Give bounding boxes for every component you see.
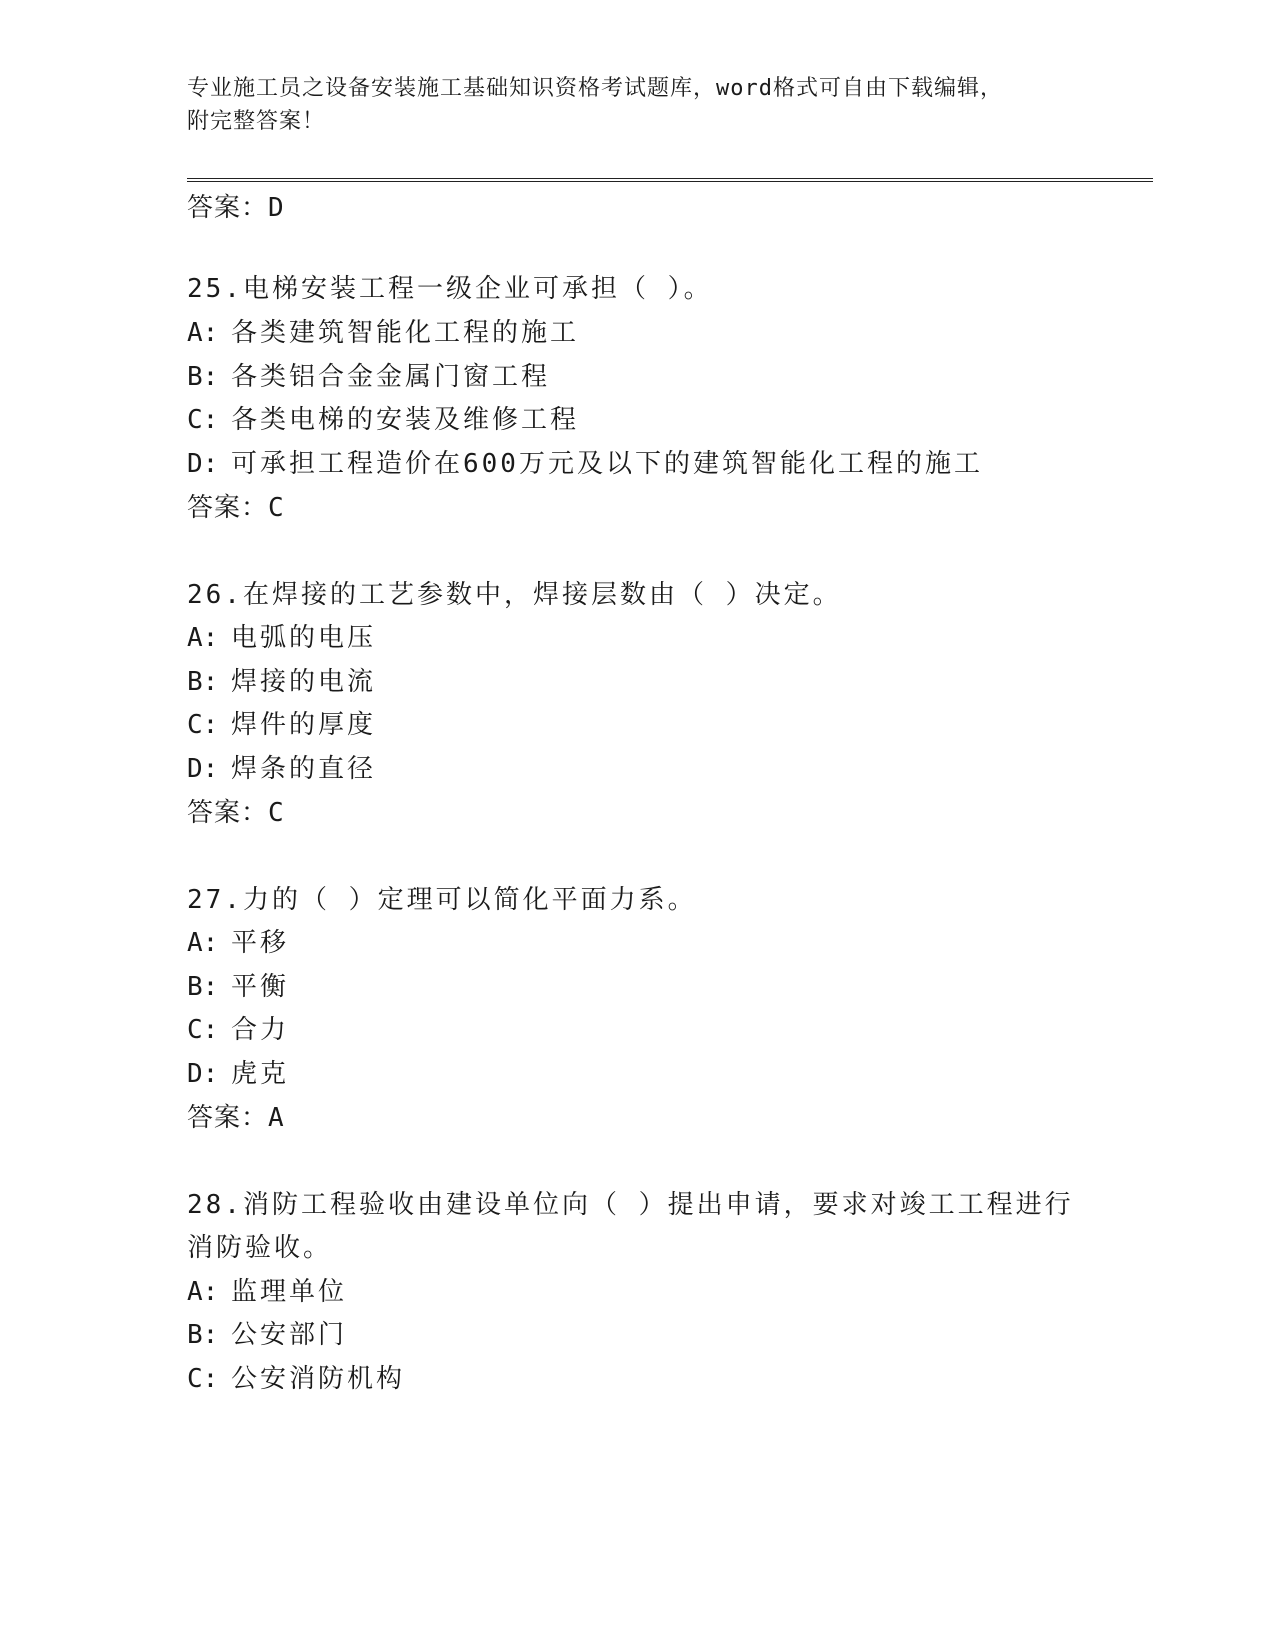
option-c xyxy=(187,402,579,438)
option-text: 各类建筑智能化工程的施工 xyxy=(231,318,580,348)
answer-line: 答案：C xyxy=(187,493,285,523)
option-text: 可承担工程造价在600万元及以下的建筑智能化工程的施工 xyxy=(231,449,983,479)
option-b xyxy=(187,359,550,395)
option-text: 合力 xyxy=(231,1015,290,1045)
option-text: 公安消防机构 xyxy=(231,1364,406,1394)
question-stem-continued: 消防验收。 xyxy=(187,1233,333,1263)
option-text: 平移 xyxy=(231,928,290,958)
option-text: 焊条的直径 xyxy=(231,754,377,784)
header-line-2: 附完整答案！ xyxy=(187,109,326,134)
option-a xyxy=(187,1274,347,1310)
page-header xyxy=(187,72,1067,138)
answer-line: 答案：C xyxy=(187,798,285,828)
option-label: B: xyxy=(187,1320,219,1350)
option-label: A: xyxy=(187,318,219,348)
header-divider xyxy=(187,178,1153,182)
option-label: C: xyxy=(187,710,219,740)
option-label: B: xyxy=(187,667,219,697)
question-stem: 26.在焊接的工艺参数中，焊接层数由（ ）决定。 xyxy=(187,580,842,610)
option-label: C: xyxy=(187,1015,219,1045)
option-b xyxy=(187,664,376,700)
option-label: A: xyxy=(187,623,219,653)
option-label: D: xyxy=(187,754,219,784)
option-text: 公安部门 xyxy=(231,1320,348,1350)
option-text: 虎克 xyxy=(231,1059,290,1089)
option-c xyxy=(187,1361,405,1397)
question-stem: 28.消防工程验收由建设单位向（ ）提出申请，要求对竣工工程进行 xyxy=(187,1190,1074,1220)
option-d xyxy=(187,1056,289,1092)
option-text: 各类电梯的安装及维修工程 xyxy=(231,405,580,435)
option-b xyxy=(187,969,289,1005)
answer-line: 答案：D xyxy=(187,193,285,223)
option-label: B: xyxy=(187,972,219,1002)
header-line-1: 专业施工员之设备安装施工基础知识资格考试题库，word格式可自由下载编辑， xyxy=(187,76,1003,101)
option-b xyxy=(187,1317,347,1353)
answer-line: 答案：A xyxy=(187,1103,285,1133)
document-page xyxy=(187,0,1153,1650)
question-stem: 25.电梯安装工程一级企业可承担（ ）。 xyxy=(187,274,713,304)
option-c xyxy=(187,1012,289,1048)
option-label: D: xyxy=(187,1059,219,1089)
option-d xyxy=(187,751,376,787)
option-text: 各类铝合金金属门窗工程 xyxy=(231,362,551,392)
option-label: C: xyxy=(187,405,219,435)
option-c xyxy=(187,707,376,743)
option-label: D: xyxy=(187,449,219,479)
option-label: A: xyxy=(187,928,219,958)
option-label: A: xyxy=(187,1277,219,1307)
option-a xyxy=(187,925,289,961)
option-text: 焊接的电流 xyxy=(231,667,377,697)
option-text: 平衡 xyxy=(231,972,290,1002)
question-stem: 27.力的（ ）定理可以简化平面力系。 xyxy=(187,885,697,915)
option-label: B: xyxy=(187,362,219,392)
option-a xyxy=(187,620,376,656)
option-text: 监理单位 xyxy=(231,1277,348,1307)
option-text: 电弧的电压 xyxy=(231,623,377,653)
option-a xyxy=(187,315,579,351)
option-label: C: xyxy=(187,1364,219,1394)
option-d xyxy=(187,446,983,482)
option-text: 焊件的厚度 xyxy=(231,710,377,740)
